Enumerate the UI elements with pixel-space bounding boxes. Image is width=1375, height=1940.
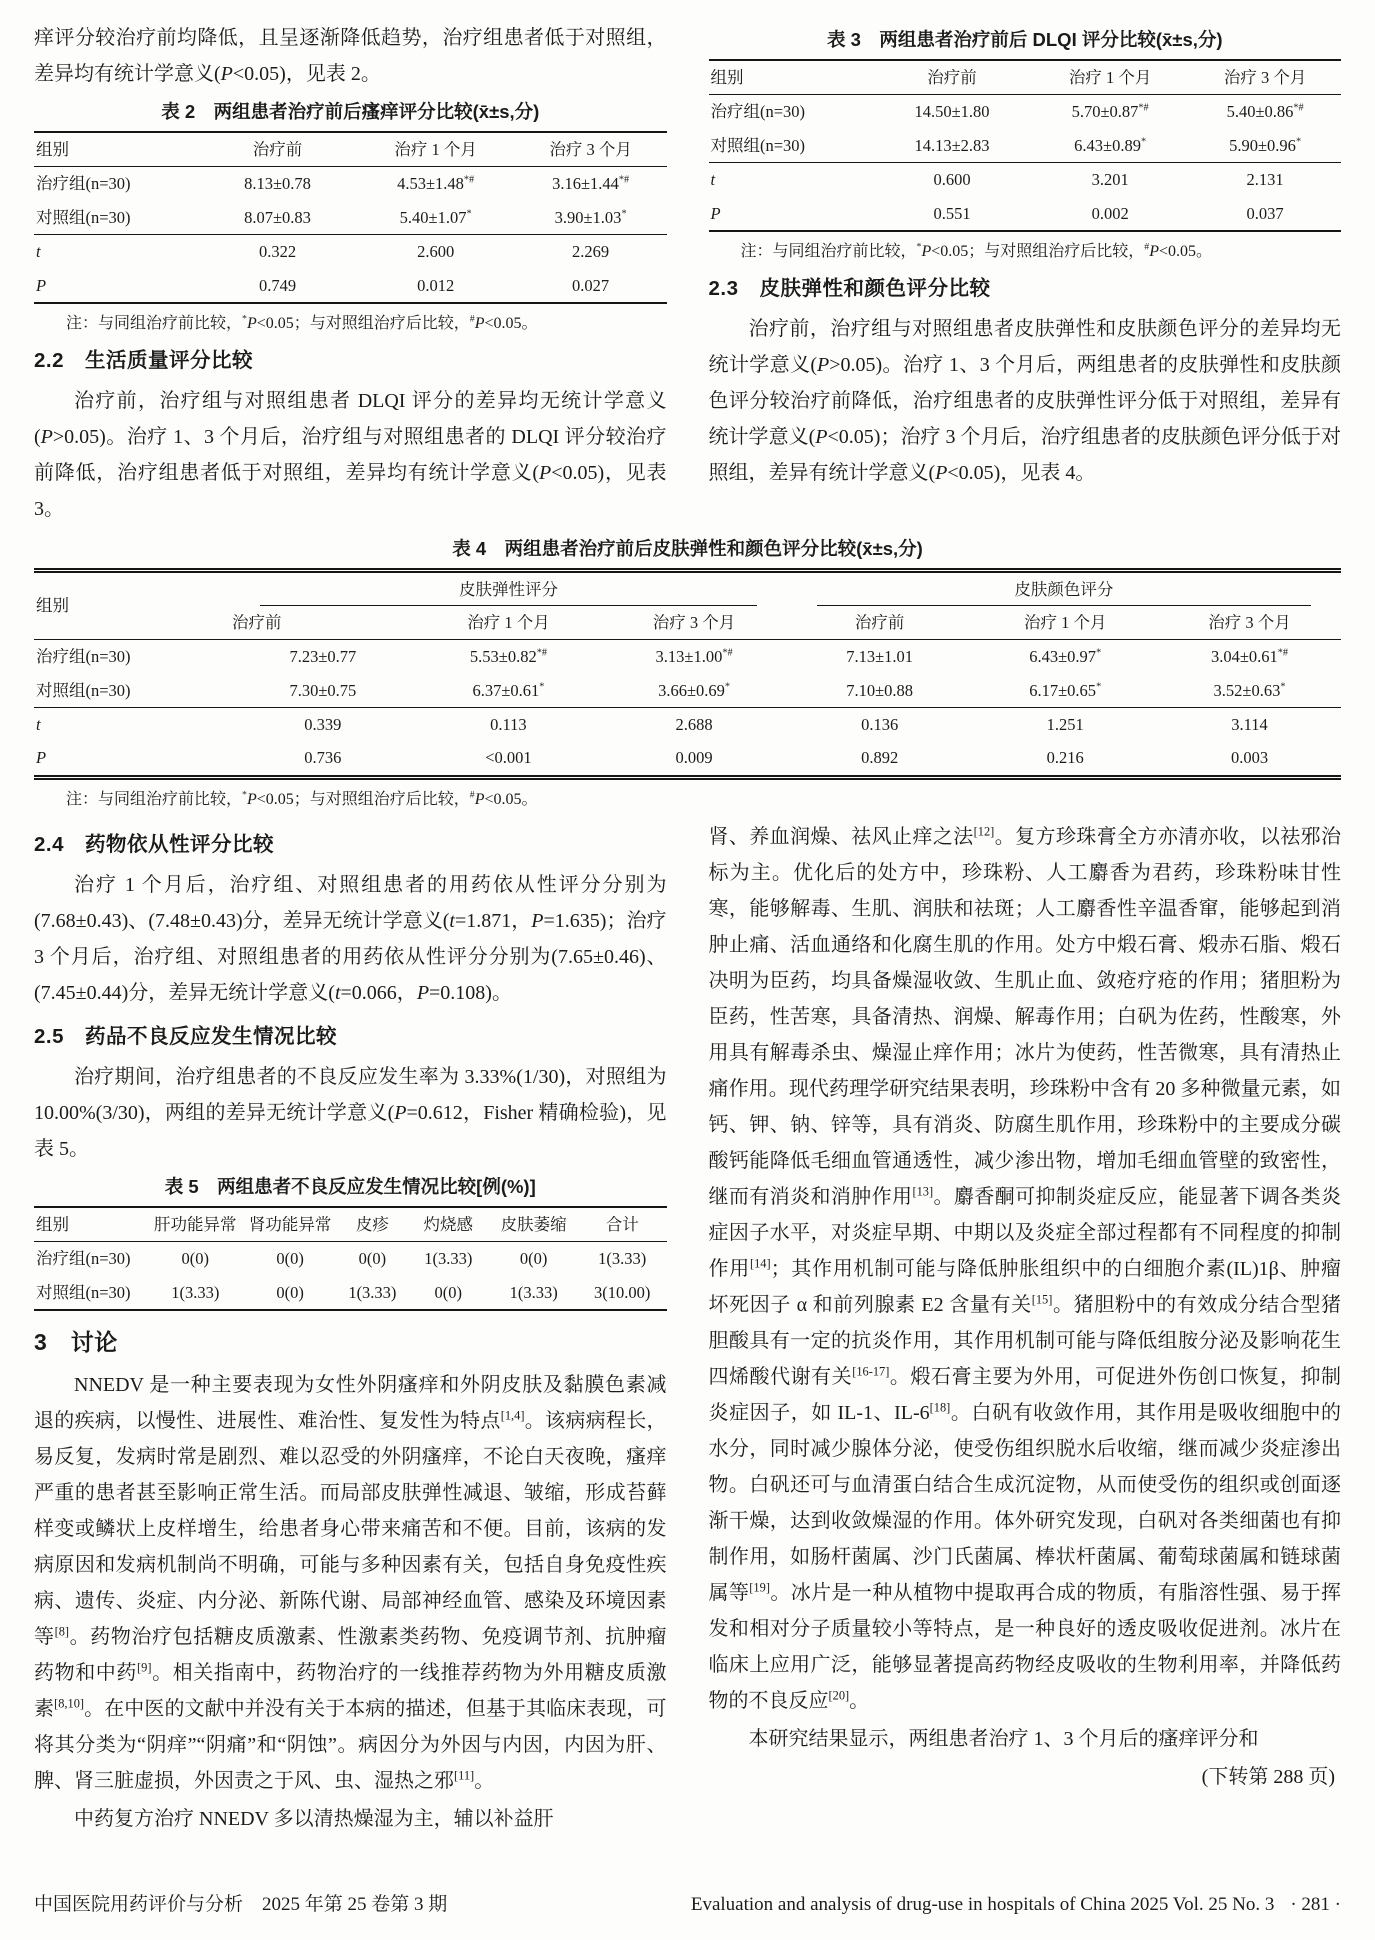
- discussion-paragraph-1: [34, 1367, 667, 1799]
- text-segment: <0.05；与对照组治疗后比较，: [931, 243, 1145, 261]
- text-segment: 治疗前，治疗组与对照组患者 DLQI 评分的差异均无统计学意义(: [34, 390, 667, 449]
- text-segment: 治疗 1 个月后，治疗组、对照组患者的用药依从性评分分别为(7.68±0.43)、(7.48±0.43)分，差异无统计学意义(: [34, 873, 667, 932]
- column-header: 治疗 1 个月: [972, 606, 1158, 640]
- text-segment: P: [474, 790, 485, 808]
- cell-value: 0(0): [434, 1282, 463, 1302]
- column-header: 治疗 3 个月: [1189, 60, 1341, 95]
- table-3-block: [709, 28, 1342, 263]
- text-segment: P: [220, 63, 233, 85]
- text-segment: 本研究结果显示，两组患者治疗 1、3 个月后的瘙痒评分和: [748, 1727, 1259, 1750]
- column-header: 灼烧感: [407, 1207, 489, 1242]
- text-segment: 。冰片是一种从植物中提取再合成的物质，有脂溶性强、易于挥发和相对分子质量较小等特点，是一种良好的透皮吸收促进剂。冰片在临床上应用广泛，能够显著提高药物经皮吸收的生物利用率，并降低药物的不良反应: [708, 1581, 1342, 1712]
- table-5-title: 表 5 两组患者不良反应发生情况比较[例(%)]: [164, 1175, 536, 1197]
- table-2-title: 表 2 两组患者治疗前后瘙痒评分比较(x̄±s,分): [161, 101, 540, 122]
- cell-value: 4.53±1.48*#: [397, 174, 475, 194]
- page-footer: [34, 1889, 1341, 1916]
- superscript-ref: [16-17]: [852, 1364, 890, 1379]
- text-segment: ；其作用机制可能与降低肿胀组织中的白细胞介素(IL)1β、肿瘤坏死因子 α 和前列腺素 E2 含量有关: [708, 1257, 1342, 1316]
- column-header: 组别: [709, 60, 873, 95]
- cell-value: 0.027: [572, 275, 610, 295]
- column-header: 合计: [578, 1207, 667, 1242]
- cell-value: 3.13±1.00*#: [655, 647, 733, 667]
- column-header: 皮肤颜色评分: [787, 571, 1341, 606]
- cell-value: 1(3.33): [348, 1282, 397, 1302]
- text-segment: P: [246, 790, 257, 808]
- cell-value: 1(3.33): [509, 1282, 558, 1302]
- cell-value: 7.30±0.75: [289, 680, 357, 700]
- text-segment: P: [1149, 243, 1160, 261]
- text-segment: <0.05。: [1159, 243, 1213, 261]
- top-right-column: [709, 20, 1342, 493]
- cell-value: 1.251: [972, 707, 1158, 741]
- text-segment: =1.635)；治疗 3 个月后，治疗组、对照组患者的用药依从性评分分别为(7.65±0.46)、(7.45±0.44)分，差异无统计学意义(: [34, 909, 667, 1004]
- cell-value: 5.53±0.82*#: [469, 647, 547, 667]
- text-segment: >0.05)。治疗 1、3 个月后，两组患者的皮肤弹性和皮肤颜色评分较治疗前降低，治疗组患者的皮肤弹性评分低于对照组，差异有统计学意义(: [708, 354, 1341, 449]
- table-2-note: [34, 313, 667, 335]
- cell-value: 0.136: [787, 707, 973, 741]
- cell-value: 0.551: [933, 203, 971, 223]
- table-2-block: [34, 100, 667, 335]
- text-segment: P: [40, 426, 53, 449]
- superscript-ref: [20]: [828, 1688, 850, 1703]
- text-segment: <0.05；与对照组治疗后比较，: [256, 315, 470, 333]
- row-label: 治疗组(n=30): [710, 102, 806, 122]
- cell-value: 8.07±0.83: [244, 207, 311, 227]
- cell-value: 6.17±0.65*: [1029, 680, 1102, 700]
- text-segment: P: [539, 462, 552, 485]
- text-segment: NNEDV 是一种主要表现为女性外阴瘙痒和外阴皮肤及黏膜色素减退的疾病，以慢性、进展性、难治性、复发性为特点: [34, 1374, 667, 1433]
- text-segment: t: [334, 981, 341, 1004]
- cell-value: 0(0): [276, 1249, 304, 1269]
- table-4-title: 表 4 两组患者治疗前后皮肤弹性和颜色评分比较(x̄±s,分): [452, 538, 923, 560]
- cell-value: 7.13±1.01: [846, 647, 914, 667]
- column-header: 组别: [34, 1207, 148, 1242]
- table-5-block: [34, 1175, 667, 1311]
- text-segment: P: [815, 426, 828, 449]
- continued-on-page-note: (下转第 288 页): [1201, 1765, 1335, 1788]
- cell-value: 0.002: [1091, 203, 1129, 223]
- text-segment: <0.05。: [484, 315, 538, 333]
- row-label: 治疗组(n=30): [36, 174, 131, 194]
- text-segment: 中药复方治疗 NNEDV 多以清热燥湿为主，辅以补益肝: [74, 1808, 554, 1831]
- cell-value: 5.40±1.07*: [399, 207, 472, 227]
- cell-value: <0.001: [485, 748, 532, 768]
- column-header: 治疗前: [230, 606, 416, 640]
- column-header: 治疗前: [873, 60, 1031, 95]
- text-segment: P: [817, 354, 830, 377]
- cell-value: 5.70±0.87*#: [1071, 102, 1149, 122]
- text-segment: P: [921, 243, 932, 261]
- section-heading-2-4: 2.4 药物依从性评分比较: [34, 832, 274, 856]
- cell-value: 14.13±2.83: [914, 135, 990, 155]
- text-segment: t: [449, 909, 455, 932]
- cell-value: 0.736: [304, 748, 342, 768]
- text-segment: 。药物治疗包括糖皮质激素、性激素类药物、免疫调节剂、抗肿瘤药物和中药: [34, 1626, 667, 1685]
- text-segment: P: [531, 909, 544, 932]
- column-header: 治疗 3 个月: [1158, 606, 1341, 640]
- column-header: 治疗 3 个月: [515, 132, 667, 167]
- cell-value: 3.52±0.63*: [1213, 680, 1286, 700]
- superscript-ref: *: [916, 241, 922, 253]
- table-3-note: [709, 241, 1342, 263]
- cell-value: 0.012: [417, 275, 455, 295]
- text-segment: <0.05)，见表 3。: [34, 462, 667, 521]
- cell-value: 2.600: [357, 235, 515, 269]
- row-label: t: [709, 163, 873, 197]
- section-heading-2-5: 2.5 药品不良反应发生情况比较: [34, 1024, 337, 1048]
- column-header: 肾功能异常: [243, 1207, 338, 1242]
- text-segment: 治疗前，治疗组与对照组患者皮肤弹性和皮肤颜色评分的差异均无统计学意义(: [708, 318, 1341, 377]
- text-segment: =0.108)。: [429, 981, 512, 1004]
- row-label: P: [36, 748, 47, 768]
- text-segment: >0.05)。治疗 1、3 个月后，治疗组与对照组患者的 DLQI 评分较治疗前降低，治疗组患者低于对照组，差异均有统计学意义(: [34, 426, 667, 485]
- cell-value: 0.113: [416, 707, 602, 741]
- cell-value: 5.90±0.96*: [1229, 135, 1302, 155]
- row-label: t: [34, 707, 230, 741]
- table-4: [34, 568, 1341, 780]
- bottom-columns: [34, 819, 1341, 1839]
- table-5: [34, 1206, 667, 1311]
- top-columns: [34, 20, 1341, 529]
- row-label: 治疗组(n=30): [36, 647, 131, 667]
- text-segment: =1.871，: [454, 909, 532, 932]
- cell-value: 8.13±0.78: [244, 174, 311, 194]
- cell-value: 6.37±0.61*: [472, 680, 545, 700]
- footer-page-number: · 281 ·: [1290, 1894, 1341, 1915]
- cell-value: 0.003: [1230, 748, 1269, 768]
- text-segment: <0.05)；治疗 3 个月后，治疗组患者的皮肤颜色评分低于对照组，差异有统计学意义(: [708, 426, 1341, 485]
- cell-value: 0.892: [861, 748, 899, 768]
- column-header: 治疗前: [198, 132, 356, 167]
- section-heading-2-2: 2.2 生活质量评分比较: [34, 349, 253, 373]
- text-segment: P: [935, 462, 948, 485]
- cell-value: 0.216: [1046, 748, 1084, 768]
- footer-right: [691, 1894, 1341, 1916]
- column-header: 治疗 1 个月: [416, 606, 602, 640]
- text-segment: 肾、养血润燥、祛风止痒之法: [708, 825, 974, 848]
- superscript-ref: #: [469, 789, 475, 801]
- superscript-ref: [14]: [749, 1256, 771, 1271]
- top-left-column: [34, 20, 667, 529]
- row-label: 对照组(n=30): [36, 680, 131, 700]
- text-segment: 。在中医的文献中并没有关于本病的描述，但基于其临床表现，可将其分类为“阴痒”“阴痛”和“阴蚀”。病因分为外因与内因，内因为肝、脾、肾三脏虚损，外因责之于风、虫、湿热之邪: [34, 1698, 667, 1793]
- text-segment: <0.05)，见表 2。: [232, 63, 381, 85]
- superscript-ref: [9]: [137, 1660, 152, 1675]
- text-segment: 。复方珍珠膏全方亦清亦收，以祛邪治标为主。优化后的处方中，珍珠粉、人工麝香为君药，珍珠粉味甘性寒，能够解毒、生肌、润肤和祛斑；人工麝香性辛温香窜，能够起到消肿止痛、活血通络和化腐生肌的作用。处方中煅石膏、煅赤石脂、煅石决明为臣药，均具备燥湿收敛、生肌止血、敛疮疗疮的作用；猪胆粉为臣药，性苦寒，具备清热、润燥、解毒作用；白矾为佐药，性酸寒，外用具有解毒杀虫、燥湿止痒作用；冰片为使药，性苦微寒，具有清热止痛作用。现代药理学研究结果表明，珍珠粉中含有 20 多种微量元素，如钙、钾、钠、锌等，具有消炎、防腐生肌作用，珍珠粉中的主要成分碳酸钙能降低毛细血管通透性，减少渗出物，增加毛细血管壁的致密性，继而有消炎和消肿作用: [708, 825, 1342, 1208]
- superscript-ref: #: [469, 313, 475, 325]
- cell-value: 14.50±1.80: [914, 102, 990, 122]
- text-segment: =0.612，Fisher 精确检验)，见表 5。: [34, 1101, 667, 1160]
- table-4-note: [34, 789, 1341, 811]
- text-segment: P: [474, 315, 485, 333]
- table-2: [34, 131, 667, 304]
- text-segment: P: [394, 1101, 407, 1124]
- superscript-ref: [8]: [54, 1624, 70, 1639]
- row-label: 对照组(n=30): [36, 207, 131, 227]
- table-3-title: 表 3 两组患者治疗前后 DLQI 评分比较(x̄±s,分): [826, 29, 1223, 50]
- superscript-ref: *: [242, 789, 247, 801]
- paper-table: [34, 1206, 667, 1311]
- text-segment: 。猪胆粉中的有效成分结合型猪胆酸具有一定的抗炎作用，其作用机制可能与降低组胺分泌及影响花生四烯酸代谢有关: [708, 1293, 1342, 1388]
- text-segment: 。白矾有收敛作用，其作用是吸收细胞中的水分，同时减少腺体分泌，使受伤组织脱水后收缩，继而减少炎症渗出物。白矾还可与血清蛋白结合生成沉淀物，从而使受伤的组织或创面逐渐干燥，达到收敛燥湿的作用。体外研究发现，白矾对各类细菌也有抑制作用，如肠杆菌属、沙门氏菌属、棒状杆菌属、葡萄球菌属和链球菌属等: [708, 1401, 1342, 1604]
- text-segment: 注：与同组治疗前比较，: [740, 243, 917, 261]
- row-label: 对照组(n=30): [36, 1282, 131, 1302]
- superscript-ref: [11]: [454, 1768, 475, 1783]
- row-label: 治疗组(n=30): [36, 1249, 131, 1269]
- cell-value: 3.66±0.69*: [658, 680, 730, 700]
- cell-value: 0.009: [675, 748, 713, 768]
- column-header: 皮肤弹性评分: [230, 571, 787, 606]
- discussion-paragraph-2-left: [34, 1801, 667, 1837]
- text-segment: 。: [849, 1689, 870, 1712]
- row-label: t: [34, 235, 198, 269]
- text-segment: 。煅石膏主要为外用，可促进外伤创口恢复，抑制炎症因子，如 IL-1、IL-6: [708, 1365, 1342, 1424]
- paper-table: [34, 131, 667, 304]
- cell-value: 1(3.33): [598, 1249, 647, 1269]
- footer-journal-cn: 中国医院用药评价与分析 2025 年第 25 卷第 3 期: [34, 1894, 448, 1915]
- cell-value: 0.322: [198, 235, 356, 269]
- text-segment: <0.05；与对照组治疗后比较，: [256, 790, 470, 808]
- cell-value: 1(3.33): [424, 1249, 473, 1269]
- superscript-ref: [1,4]: [500, 1408, 525, 1423]
- cell-value: 0(0): [276, 1282, 304, 1302]
- cell-value: 0.339: [230, 707, 416, 741]
- cell-value: 3(10.00): [594, 1282, 651, 1302]
- superscript-ref: [18]: [929, 1400, 951, 1415]
- cell-value: 3.16±1.44*#: [552, 174, 630, 194]
- cell-value: 2.269: [515, 235, 667, 269]
- cell-value: 7.10±0.88: [846, 680, 914, 700]
- paragraph-continuation: [34, 20, 667, 92]
- cell-value: 0(0): [181, 1249, 210, 1269]
- cell-value: 0.600: [873, 163, 1031, 197]
- cell-value: 3.90±1.03*: [554, 207, 627, 227]
- table-3: [709, 59, 1342, 232]
- cell-value: 3.04±0.61*#: [1210, 647, 1289, 667]
- bottom-left-column: [34, 819, 667, 1839]
- cell-value: 0(0): [358, 1249, 387, 1269]
- text-segment: 注：与同组治疗前比较，: [66, 315, 243, 333]
- cell-value: 2.688: [601, 707, 787, 741]
- paragraph-2-5: [34, 1059, 667, 1167]
- column-header: 治疗 3 个月: [601, 606, 787, 640]
- column-header: 组别: [34, 571, 230, 640]
- paragraph-2-2: [34, 383, 667, 527]
- cell-value: 6.43±0.89*: [1074, 135, 1147, 155]
- column-header: 治疗 1 个月: [1031, 60, 1189, 95]
- cell-value: 0.749: [258, 275, 297, 295]
- superscript-ref: *: [242, 313, 247, 325]
- column-header: 组别: [34, 132, 198, 167]
- section-heading-3-discussion: 3 讨论: [34, 1329, 118, 1356]
- text-segment: P: [246, 315, 257, 333]
- text-segment: 注：与同组治疗前比较，: [66, 790, 243, 808]
- text-segment: 。麝香酮可抑制炎症反应，能显著下调各类炎症因子水平，对炎症早期、中期以及炎症全部过程都有不同程度的抑制作用: [708, 1185, 1342, 1280]
- column-header: 皮肤萎缩: [489, 1207, 578, 1242]
- discussion-final-paragraph: [709, 1721, 1342, 1757]
- cell-value: 0(0): [519, 1249, 548, 1269]
- cell-value: 5.40±0.86*#: [1226, 102, 1304, 122]
- row-label: 对照组(n=30): [710, 135, 806, 155]
- column-header: 治疗前: [787, 606, 973, 640]
- column-header: 肝功能异常: [148, 1207, 243, 1242]
- cell-value: 0.037: [1246, 203, 1284, 223]
- superscript-ref: #: [1144, 241, 1150, 253]
- paper-table: [34, 568, 1341, 780]
- footer-journal-en: Evaluation and analysis of drug-use in hospitals of China 2025 Vol. 25 No. 3: [690, 1894, 1275, 1915]
- paragraph-2-3: [709, 311, 1342, 491]
- superscript-ref: [12]: [973, 824, 995, 839]
- superscript-ref: [15]: [1031, 1292, 1053, 1307]
- row-label: P: [36, 275, 47, 295]
- cell-value: 1(3.33): [171, 1282, 220, 1302]
- text-segment: =0.066，: [340, 981, 417, 1004]
- text-segment: 痒评分较治疗前均降低，且呈逐渐降低趋势，治疗组患者低于对照组，差异均有统计学意义(: [34, 27, 667, 85]
- column-header: 皮疹: [338, 1207, 408, 1242]
- text-segment: <0.05)，见表 4。: [947, 462, 1096, 485]
- text-segment: 。: [474, 1770, 495, 1793]
- cell-value: 7.23±0.77: [289, 647, 357, 667]
- discussion-paragraph-2-right: [709, 819, 1342, 1719]
- superscript-ref: [19]: [749, 1580, 770, 1595]
- text-segment: P: [416, 981, 430, 1004]
- text-segment: 。该病病程长，易反复，发病时常是剧烈、难以忍受的外阴瘙痒，不论白天夜晚，瘙痒严重的患者甚至影响正常生活。而局部皮肤弹性减退、皱缩，形成苔藓样变或鳞状上皮样增生，给患者身心带来痛苦和不便。目前，该病的发病原因和发病机制尚不明确，可能与多种因素有关，包括自身免疫性疾病、遗传、炎症、内分泌、新陈代谢、局部神经血管、感染及环境因素等: [34, 1410, 667, 1649]
- text-segment: 治疗期间，治疗组患者的不良反应发生率为 3.33%(1/30)，对照组为 10.00%(3/30)，两组的差异无统计学意义(: [34, 1065, 667, 1124]
- cell-value: 3.114: [1158, 707, 1341, 741]
- superscript-ref: [13]: [912, 1184, 934, 1199]
- table-4-block: [34, 537, 1341, 811]
- bottom-right-column: [709, 819, 1342, 1795]
- paper-table: [709, 59, 1342, 232]
- superscript-ref: [8,10]: [54, 1696, 85, 1711]
- row-label: P: [710, 203, 721, 223]
- cell-value: 2.131: [1189, 163, 1341, 197]
- section-heading-2-3: 2.3 皮肤弹性和颜色评分比较: [708, 277, 991, 301]
- paragraph-2-4: [34, 867, 667, 1011]
- text-segment: 。相关指南中，药物治疗的一线推荐药物为外用糖皮质激素: [34, 1662, 667, 1721]
- cell-value: 6.43±0.97*: [1029, 647, 1102, 667]
- cell-value: 3.201: [1031, 163, 1189, 197]
- text-segment: <0.05。: [484, 790, 538, 808]
- column-header: 治疗 1 个月: [357, 132, 515, 167]
